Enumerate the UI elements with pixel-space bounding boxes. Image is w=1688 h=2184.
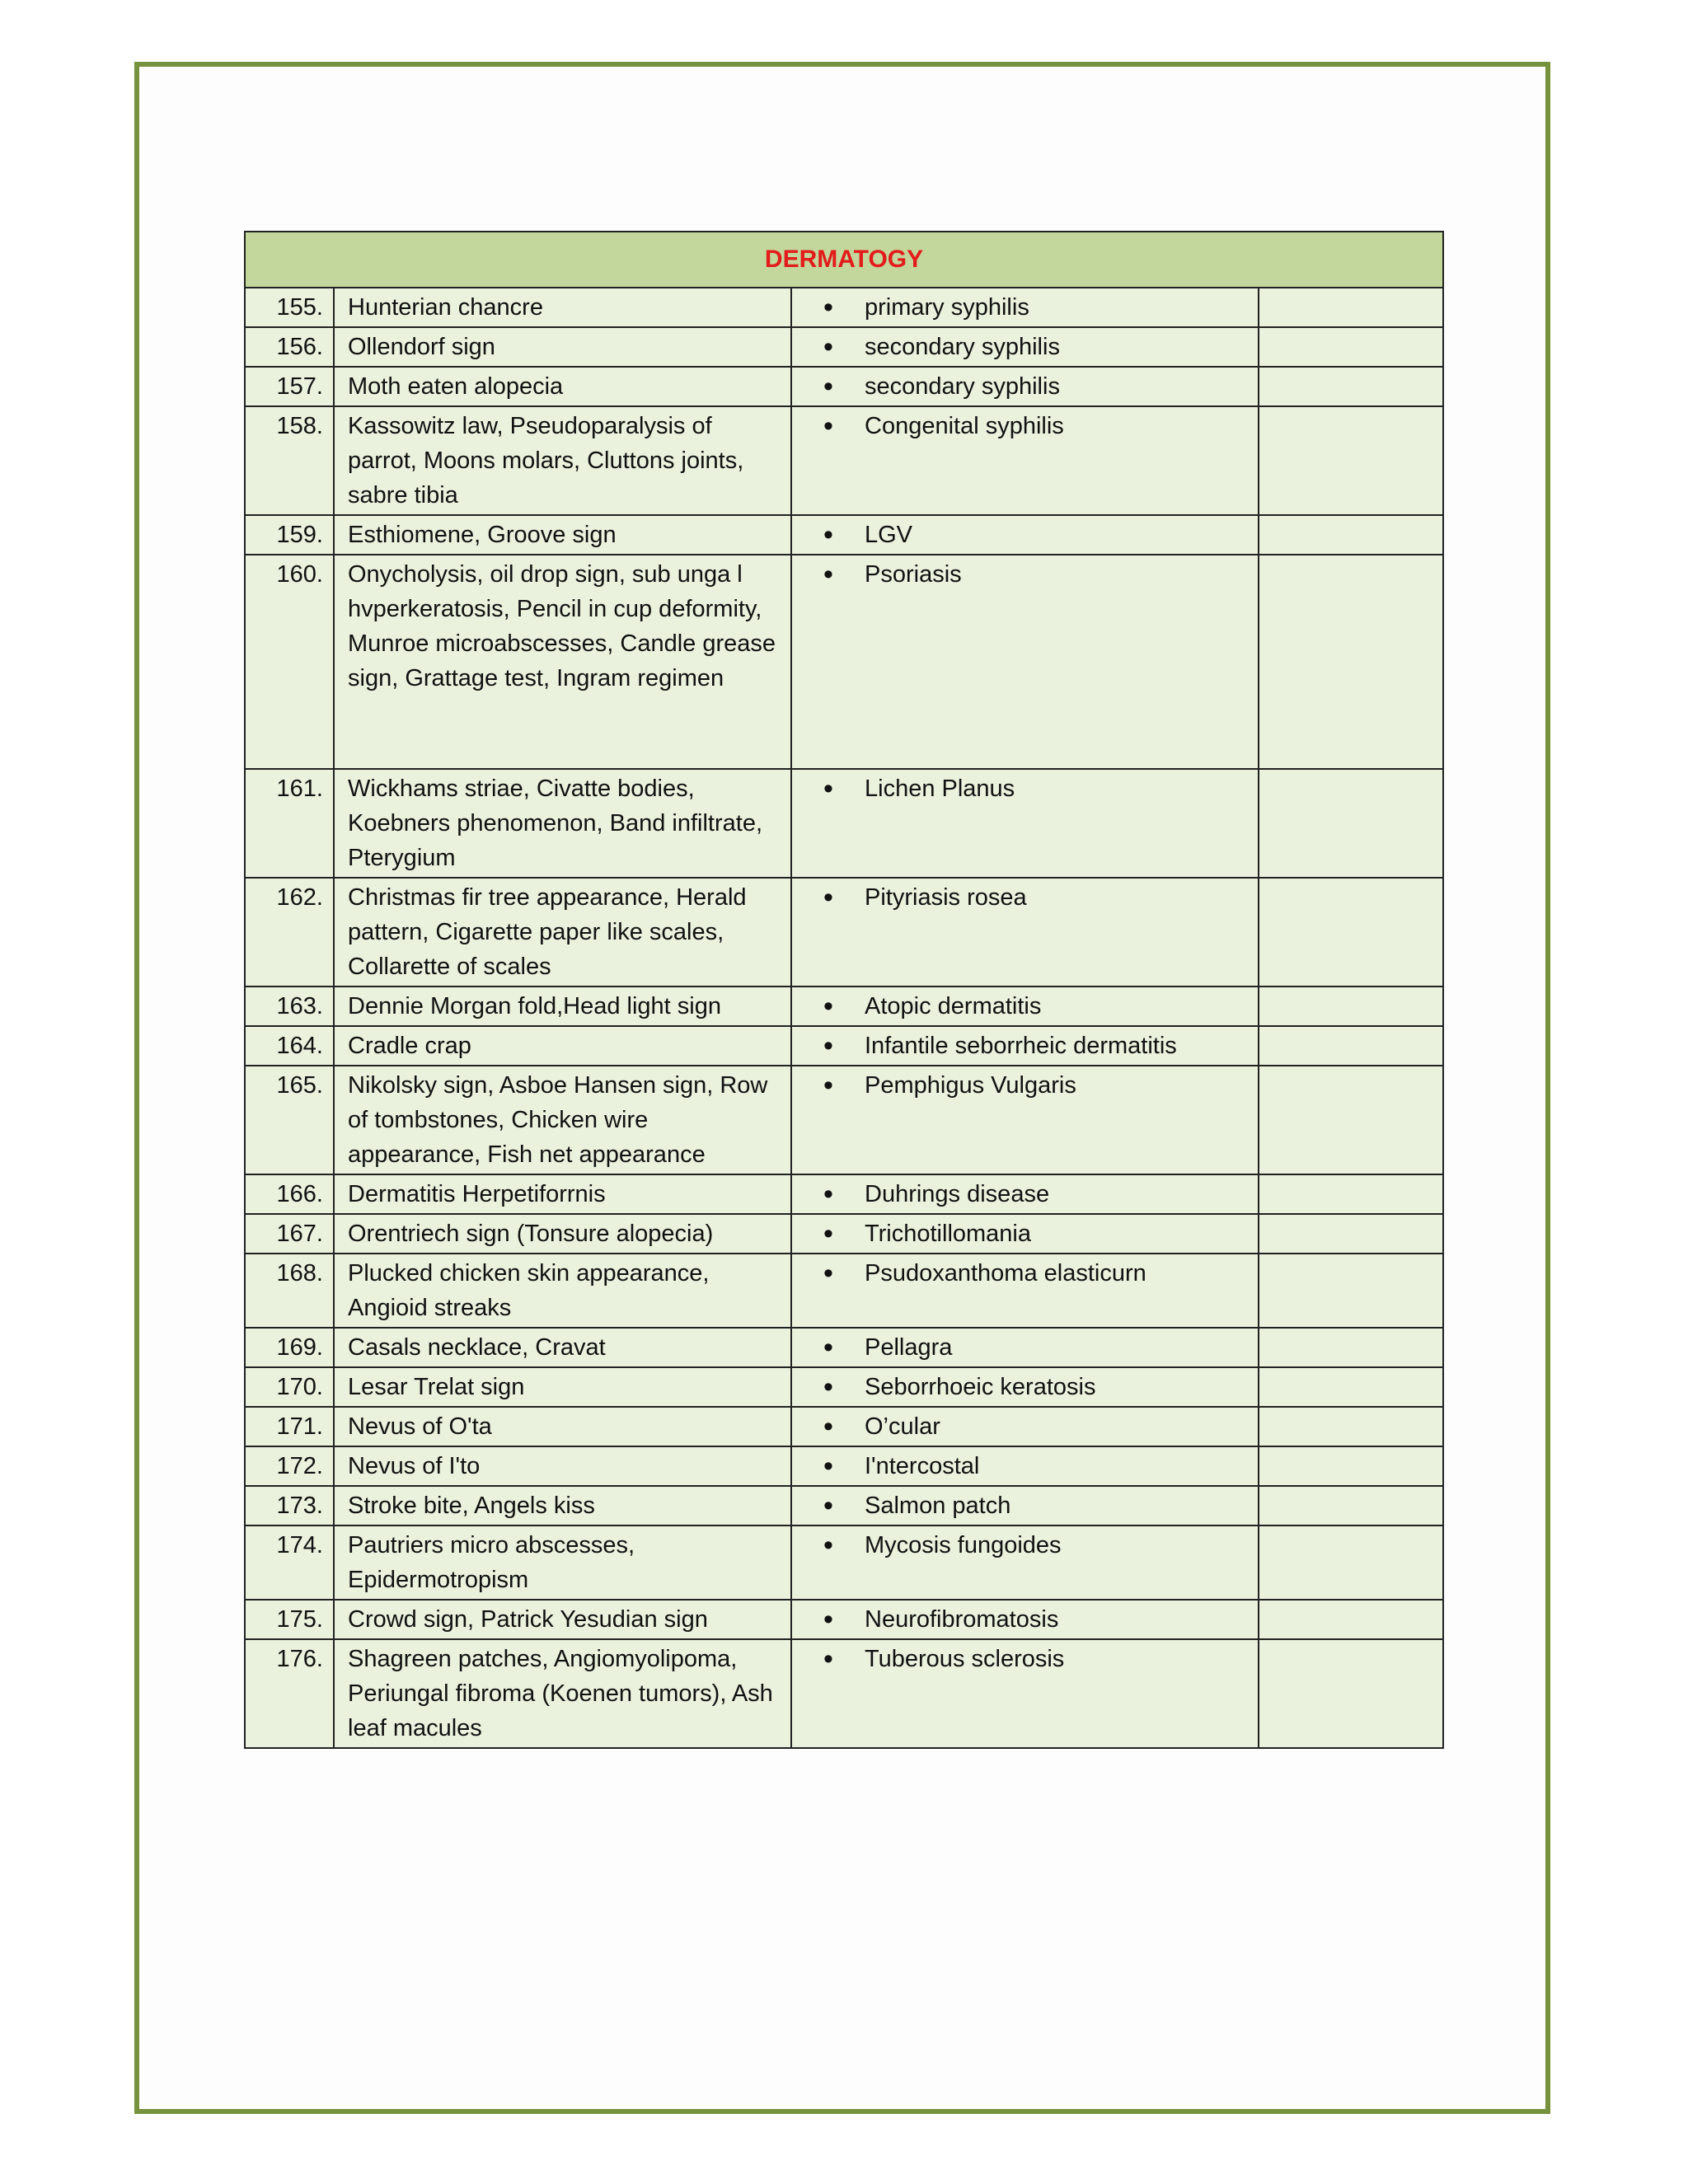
bullet-icon: • [823, 292, 833, 323]
clinical-sign: Moth eaten alopecia [334, 367, 791, 406]
diagnosis: secondary syphilis [865, 334, 1060, 360]
blank-cell [1259, 515, 1443, 555]
table-row [245, 515, 1443, 555]
blank-cell [1259, 555, 1443, 769]
diagnosis-cell [791, 515, 1259, 555]
blank-cell [1259, 769, 1443, 878]
table-row [245, 1254, 1443, 1328]
diagnosis: Pellagra [865, 1334, 953, 1361]
diagnosis-cell [791, 555, 1259, 769]
table-row [245, 769, 1443, 878]
diagnosis: Psudoxanthoma elasticurn [865, 1260, 1146, 1286]
diagnosis-cell [791, 1174, 1259, 1214]
diagnosis-cell [791, 1446, 1259, 1486]
table-row [245, 1026, 1443, 1066]
bullet-icon: • [823, 1451, 833, 1482]
diagnosis-cell [791, 878, 1259, 987]
diagnosis: I'ntercostal [865, 1453, 980, 1479]
diagnosis-cell [791, 327, 1259, 367]
diagnosis: LGV [865, 522, 913, 548]
table-row [245, 1407, 1443, 1446]
diagnosis-cell [791, 1526, 1259, 1600]
blank-cell [1259, 1407, 1443, 1446]
row-number: 155. [245, 288, 334, 327]
bullet-icon: • [823, 1332, 833, 1363]
blank-cell [1259, 1367, 1443, 1407]
table-row [245, 1174, 1443, 1214]
diagnosis: Tuberous sclerosis [865, 1646, 1065, 1672]
clinical-sign: Crowd sign, Patrick Yesudian sign [334, 1600, 791, 1639]
diagnosis-cell [791, 1066, 1259, 1174]
clinical-sign: Wickhams striae, Civatte bodies, Koebners phenomenon, Band infiltrate, Pterygium [334, 769, 791, 878]
diagnosis: Seborrhoeic keratosis [865, 1374, 1096, 1400]
row-number: 157. [245, 367, 334, 406]
bullet-icon: • [823, 991, 833, 1022]
clinical-sign: Stroke bite, Angels kiss [334, 1486, 791, 1526]
row-number: 167. [245, 1214, 334, 1254]
blank-cell [1259, 1254, 1443, 1328]
bullet-icon: • [823, 331, 833, 363]
row-number: 160. [245, 555, 334, 769]
bullet-icon: • [823, 1258, 833, 1289]
diagnosis: Pityriasis rosea [865, 884, 1027, 911]
bullet-icon: • [823, 1070, 833, 1101]
clinical-sign: Plucked chicken skin appearance, Angioid streaks [334, 1254, 791, 1328]
table-row [245, 288, 1443, 327]
row-number: 169. [245, 1328, 334, 1367]
bullet-icon: • [823, 371, 833, 402]
diagnosis: secondary syphilis [865, 373, 1060, 400]
table-title: DERMATOGY [245, 232, 1443, 288]
row-number: 156. [245, 327, 334, 367]
bullet-icon: • [823, 1604, 833, 1635]
table-header-row [245, 232, 1443, 288]
table-row [245, 367, 1443, 406]
blank-cell [1259, 367, 1443, 406]
bullet-icon: • [823, 410, 833, 442]
row-number: 172. [245, 1446, 334, 1486]
clinical-sign: Nevus of O'ta [334, 1407, 791, 1446]
diagnosis: O’cular [865, 1413, 940, 1440]
blank-cell [1259, 878, 1443, 987]
clinical-sign: Cradle crap [334, 1026, 791, 1066]
blank-cell [1259, 1600, 1443, 1639]
clinical-sign: Ollendorf sign [334, 327, 791, 367]
diagnosis: Infantile seborrheic dermatitis [865, 1033, 1177, 1059]
diagnosis: Duhrings disease [865, 1181, 1050, 1207]
diagnosis-cell [791, 288, 1259, 327]
row-number: 158. [245, 406, 334, 515]
row-number: 174. [245, 1526, 334, 1600]
clinical-sign: Hunterian chancre [334, 288, 791, 327]
diagnosis: Salmon patch [865, 1493, 1011, 1519]
blank-cell [1259, 1526, 1443, 1600]
bullet-icon: • [823, 1030, 833, 1062]
bullet-icon: • [823, 1490, 833, 1521]
table-row [245, 1214, 1443, 1254]
clinical-sign: Christmas fir tree appearance, Herald pattern, Cigarette paper like scales, Collarette of scales [334, 878, 791, 987]
diagnosis: Mycosis fungoides [865, 1532, 1062, 1558]
row-number: 166. [245, 1174, 334, 1214]
diagnosis-cell [791, 1600, 1259, 1639]
diagnosis-cell [791, 1486, 1259, 1526]
diagnosis: Trichotillomania [865, 1221, 1031, 1247]
diagnosis: Atopic dermatitis [865, 993, 1042, 1019]
table-row [245, 1639, 1443, 1748]
diagnosis: Neurofibromatosis [865, 1606, 1059, 1633]
row-number: 165. [245, 1066, 334, 1174]
clinical-sign: Onycholysis, oil drop sign, sub unga l hvperkeratosis, Pencil in cup deformity, Munroe microabscesses, Candle grease sign, Grattage test, Ingram regimen [334, 555, 791, 769]
diagnosis-cell [791, 1328, 1259, 1367]
diagnosis-cell [791, 1407, 1259, 1446]
table-row [245, 987, 1443, 1026]
table-row [245, 1367, 1443, 1407]
row-number: 161. [245, 769, 334, 878]
table-row [245, 406, 1443, 515]
table-row [245, 878, 1443, 987]
diagnosis: Psoriasis [865, 561, 962, 588]
clinical-sign: Kassowitz law, Pseudoparalysis of parrot, Moons molars, Cluttons joints, sabre tibia [334, 406, 791, 515]
row-number: 171. [245, 1407, 334, 1446]
diagnosis-cell [791, 1639, 1259, 1748]
clinical-sign: Casals necklace, Cravat [334, 1328, 791, 1367]
blank-cell [1259, 1639, 1443, 1748]
blank-cell [1259, 406, 1443, 515]
blank-cell [1259, 1328, 1443, 1367]
blank-cell [1259, 288, 1443, 327]
row-number: 168. [245, 1254, 334, 1328]
clinical-sign: Dennie Morgan fold,Head light sign [334, 987, 791, 1026]
bullet-icon: • [823, 1643, 833, 1675]
table-row [245, 1486, 1443, 1526]
diagnosis: primary syphilis [865, 294, 1029, 321]
row-number: 176. [245, 1639, 334, 1748]
bullet-icon: • [823, 882, 833, 913]
diagnosis: Congenital syphilis [865, 413, 1064, 439]
row-number: 163. [245, 987, 334, 1026]
bullet-icon: • [823, 1179, 833, 1210]
clinical-sign: Lesar Trelat sign [334, 1367, 791, 1407]
bullet-icon: • [823, 1218, 833, 1249]
blank-cell [1259, 1026, 1443, 1066]
blank-cell [1259, 1174, 1443, 1214]
row-number: 162. [245, 878, 334, 987]
diagnosis-cell [791, 367, 1259, 406]
diagnosis-cell [791, 1254, 1259, 1328]
table-row [245, 1526, 1443, 1600]
diagnosis-cell [791, 1367, 1259, 1407]
bullet-icon: • [823, 559, 833, 590]
clinical-sign: Esthiomene, Groove sign [334, 515, 791, 555]
diagnosis: Lichen Planus [865, 776, 1015, 802]
bullet-icon: • [823, 519, 833, 551]
diagnosis-cell [791, 406, 1259, 515]
diagnosis-cell [791, 1026, 1259, 1066]
table-row [245, 1328, 1443, 1367]
diagnosis-cell [791, 987, 1259, 1026]
table-row [245, 1066, 1443, 1174]
dermatology-table [244, 231, 1444, 1749]
bullet-icon: • [823, 773, 833, 804]
row-number: 175. [245, 1600, 334, 1639]
table-row [245, 327, 1443, 367]
clinical-sign: Dermatitis Herpetiforrnis [334, 1174, 791, 1214]
diagnosis-cell [791, 769, 1259, 878]
blank-cell [1259, 327, 1443, 367]
row-number: 170. [245, 1367, 334, 1407]
row-number: 173. [245, 1486, 334, 1526]
table-row [245, 1600, 1443, 1639]
bullet-icon: • [823, 1371, 833, 1403]
bullet-icon: • [823, 1411, 833, 1442]
blank-cell [1259, 1066, 1443, 1174]
table-row [245, 555, 1443, 769]
clinical-sign: Nikolsky sign, Asboe Hansen sign, Row of tombstones, Chicken wire appearance, Fish net appearance [334, 1066, 791, 1174]
blank-cell [1259, 987, 1443, 1026]
clinical-sign: Shagreen patches, Angiomyolipoma, Periungal fibroma (Koenen tumors), Ash leaf macules [334, 1639, 791, 1748]
clinical-sign: Pautriers micro abscesses, Epidermotropism [334, 1526, 791, 1600]
diagnosis-cell [791, 1214, 1259, 1254]
table-row [245, 1446, 1443, 1486]
diagnosis: Pemphigus Vulgaris [865, 1072, 1076, 1099]
clinical-sign: Nevus of I'to [334, 1446, 791, 1486]
row-number: 164. [245, 1026, 334, 1066]
row-number: 159. [245, 515, 334, 555]
blank-cell [1259, 1486, 1443, 1526]
blank-cell [1259, 1446, 1443, 1486]
blank-cell [1259, 1214, 1443, 1254]
clinical-sign: Orentriech sign (Tonsure alopecia) [334, 1214, 791, 1254]
bullet-icon: • [823, 1530, 833, 1561]
